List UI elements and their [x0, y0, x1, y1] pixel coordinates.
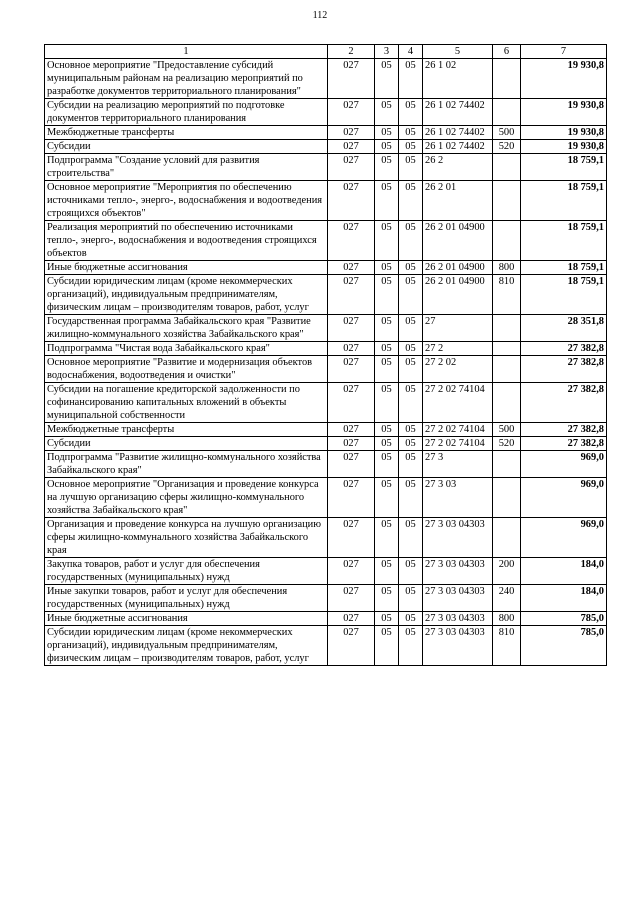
section-code: 05	[375, 585, 399, 612]
section-code: 05	[375, 383, 399, 423]
expense-type-code	[493, 478, 521, 518]
item-name: Государственная программа Забайкальского края "Развитие жилищно-коммунального хозяйства Забайкальского края"	[45, 315, 328, 342]
target-article-code: 26 1 02 74402	[423, 99, 493, 126]
section-code: 05	[375, 342, 399, 356]
ministry-code: 027	[328, 154, 375, 181]
page-number: 112	[312, 10, 328, 21]
subsection-code: 05	[399, 478, 423, 518]
section-code: 05	[375, 315, 399, 342]
item-name: Основное мероприятие "Предоставление субсидий муниципальным районам на реализацию мероприятий по разработке документов территориального планирования"	[45, 59, 328, 99]
item-name: Субсидии	[45, 140, 328, 154]
item-name: Иные бюджетные ассигнования	[45, 261, 328, 275]
item-name: Субсидии юридическим лицам (кроме некоммерческих организаций), индивидуальным предпринимателям, физическим лицам – производителям товаров, работ, услуг	[45, 626, 328, 666]
expense-type-code: 500	[493, 423, 521, 437]
subsection-code: 05	[399, 356, 423, 383]
item-name: Субсидии	[45, 437, 328, 451]
target-article-code: 26 2 01	[423, 181, 493, 221]
amount: 18 759,1	[521, 275, 607, 315]
target-article-code: 27 3 03 04303	[423, 558, 493, 585]
expense-type-code	[493, 342, 521, 356]
item-name: Иные закупки товаров, работ и услуг для обеспечения государственных (муниципальных) нужд	[45, 585, 328, 612]
ministry-code: 027	[328, 126, 375, 140]
subsection-code: 05	[399, 154, 423, 181]
ministry-code: 027	[328, 383, 375, 423]
section-code: 05	[375, 518, 399, 558]
target-article-code: 27 3 03 04303	[423, 612, 493, 626]
subsection-code: 05	[399, 126, 423, 140]
target-article-code: 27 2	[423, 342, 493, 356]
amount: 969,0	[521, 518, 607, 558]
amount: 28 351,8	[521, 315, 607, 342]
expense-type-code: 810	[493, 626, 521, 666]
subsection-code: 05	[399, 518, 423, 558]
ministry-code: 027	[328, 356, 375, 383]
target-article-code: 26 1 02	[423, 59, 493, 99]
item-name: Субсидии на реализацию мероприятий по подготовке документов территориального планирования	[45, 99, 328, 126]
item-name: Подпрограмма "Чистая вода Забайкальского края"	[45, 342, 328, 356]
ministry-code: 027	[328, 99, 375, 126]
amount: 27 382,8	[521, 356, 607, 383]
section-code: 05	[375, 181, 399, 221]
column-header: 4	[399, 45, 423, 59]
subsection-code: 05	[399, 261, 423, 275]
table-row	[45, 558, 607, 585]
target-article-code: 26 2 01 04900	[423, 261, 493, 275]
ministry-code: 027	[328, 261, 375, 275]
expense-type-code: 200	[493, 558, 521, 585]
item-name: Закупка товаров, работ и услуг для обеспечения государственных (муниципальных) нужд	[45, 558, 328, 585]
subsection-code: 05	[399, 99, 423, 126]
column-header: 6	[493, 45, 521, 59]
expense-type-code	[493, 383, 521, 423]
target-article-code: 27 2 02 74104	[423, 423, 493, 437]
table-row	[45, 383, 607, 423]
table-row	[45, 59, 607, 99]
target-article-code: 26 1 02 74402	[423, 126, 493, 140]
target-article-code: 27 2 02	[423, 356, 493, 383]
target-article-code: 27 3	[423, 451, 493, 478]
subsection-code: 05	[399, 423, 423, 437]
subsection-code: 05	[399, 558, 423, 585]
target-article-code: 26 2 01 04900	[423, 221, 493, 261]
target-article-code: 26 2	[423, 154, 493, 181]
table-row	[45, 437, 607, 451]
amount: 27 382,8	[521, 423, 607, 437]
column-header: 1	[45, 45, 328, 59]
section-code: 05	[375, 221, 399, 261]
target-article-code: 26 2 01 04900	[423, 275, 493, 315]
ministry-code: 027	[328, 518, 375, 558]
amount: 184,0	[521, 585, 607, 612]
expense-type-code	[493, 154, 521, 181]
section-code: 05	[375, 140, 399, 154]
item-name: Подпрограмма "Развитие жилищно-коммунального хозяйства Забайкальского края"	[45, 451, 328, 478]
table-row	[45, 126, 607, 140]
table-row	[45, 612, 607, 626]
target-article-code: 27 3 03 04303	[423, 585, 493, 612]
amount: 18 759,1	[521, 261, 607, 275]
target-article-code: 27 3 03	[423, 478, 493, 518]
section-code: 05	[375, 126, 399, 140]
expense-type-code	[493, 221, 521, 261]
amount: 19 930,8	[521, 59, 607, 99]
item-name: Межбюджетные трансферты	[45, 423, 328, 437]
subsection-code: 05	[399, 59, 423, 99]
amount: 27 382,8	[521, 342, 607, 356]
amount: 27 382,8	[521, 383, 607, 423]
expense-type-code	[493, 315, 521, 342]
item-name: Иные бюджетные ассигнования	[45, 612, 328, 626]
amount: 785,0	[521, 612, 607, 626]
section-code: 05	[375, 275, 399, 315]
section-code: 05	[375, 612, 399, 626]
ministry-code: 027	[328, 59, 375, 99]
ministry-code: 027	[328, 140, 375, 154]
ministry-code: 027	[328, 342, 375, 356]
subsection-code: 05	[399, 451, 423, 478]
expense-type-code	[493, 518, 521, 558]
section-code: 05	[375, 558, 399, 585]
table-row	[45, 342, 607, 356]
table-row	[45, 423, 607, 437]
subsection-code: 05	[399, 626, 423, 666]
section-code: 05	[375, 356, 399, 383]
section-code: 05	[375, 478, 399, 518]
expense-type-code	[493, 181, 521, 221]
column-header: 7	[521, 45, 607, 59]
subsection-code: 05	[399, 342, 423, 356]
amount: 969,0	[521, 451, 607, 478]
section-code: 05	[375, 99, 399, 126]
expense-type-code: 800	[493, 261, 521, 275]
table-row	[45, 181, 607, 221]
section-code: 05	[375, 261, 399, 275]
expense-type-code	[493, 99, 521, 126]
amount: 18 759,1	[521, 181, 607, 221]
section-code: 05	[375, 451, 399, 478]
subsection-code: 05	[399, 140, 423, 154]
table-row	[45, 356, 607, 383]
table-row	[45, 99, 607, 126]
ministry-code: 027	[328, 275, 375, 315]
subsection-code: 05	[399, 275, 423, 315]
amount: 785,0	[521, 626, 607, 666]
subsection-code: 05	[399, 383, 423, 423]
item-name: Подпрограмма "Создание условий для развития строительства"	[45, 154, 328, 181]
expense-type-code: 810	[493, 275, 521, 315]
target-article-code: 27 2 02 74104	[423, 437, 493, 451]
target-article-code: 26 1 02 74402	[423, 140, 493, 154]
subsection-code: 05	[399, 585, 423, 612]
section-code: 05	[375, 626, 399, 666]
item-name: Организация и проведение конкурса на лучшую организацию сферы жилищно-коммунального хозяйства Забайкальского края	[45, 518, 328, 558]
ministry-code: 027	[328, 315, 375, 342]
column-header: 3	[375, 45, 399, 59]
ministry-code: 027	[328, 451, 375, 478]
amount: 18 759,1	[521, 154, 607, 181]
ministry-code: 027	[328, 221, 375, 261]
amount: 19 930,8	[521, 99, 607, 126]
ministry-code: 027	[328, 612, 375, 626]
item-name: Основное мероприятие "Развитие и модернизация объектов водоснабжения, водоотведения и очистки"	[45, 356, 328, 383]
section-code: 05	[375, 59, 399, 99]
expense-type-code	[493, 356, 521, 383]
table-row	[45, 451, 607, 478]
subsection-code: 05	[399, 437, 423, 451]
section-code: 05	[375, 154, 399, 181]
item-name: Межбюджетные трансферты	[45, 126, 328, 140]
item-name: Реализация мероприятий по обеспечению источниками тепло-, энерго-, водоснабжения и водоотведения строящихся объектов	[45, 221, 328, 261]
expense-type-code	[493, 59, 521, 99]
table-row	[45, 518, 607, 558]
amount: 969,0	[521, 478, 607, 518]
table-row	[45, 261, 607, 275]
table-row	[45, 221, 607, 261]
subsection-code: 05	[399, 315, 423, 342]
amount: 18 759,1	[521, 221, 607, 261]
table-row	[45, 315, 607, 342]
target-article-code: 27 2 02 74104	[423, 383, 493, 423]
expense-type-code	[493, 451, 521, 478]
column-header: 5	[423, 45, 493, 59]
table-row	[45, 275, 607, 315]
target-article-code: 27 3 03 04303	[423, 518, 493, 558]
item-name: Субсидии юридическим лицам (кроме некоммерческих организаций), индивидуальным предпринимателям, физическим лицам – производителям товаров, работ, услуг	[45, 275, 328, 315]
item-name: Субсидии на погашение кредиторской задолженности по софинансированию капитальных вложений в объекты муниципальной собственности	[45, 383, 328, 423]
expense-type-code: 520	[493, 140, 521, 154]
column-header: 2	[328, 45, 375, 59]
ministry-code: 027	[328, 423, 375, 437]
expense-type-code: 500	[493, 126, 521, 140]
table-row	[45, 140, 607, 154]
subsection-code: 05	[399, 221, 423, 261]
expense-type-code: 800	[493, 612, 521, 626]
table-row	[45, 585, 607, 612]
ministry-code: 027	[328, 181, 375, 221]
amount: 19 930,8	[521, 126, 607, 140]
item-name: Основное мероприятие "Организация и проведение конкурса на лучшую организацию сферы жилищно-коммунального хозяйства Забайкальского края"	[45, 478, 328, 518]
amount: 19 930,8	[521, 140, 607, 154]
table-header-row	[45, 45, 607, 59]
table-row	[45, 154, 607, 181]
budget-table	[44, 44, 607, 666]
target-article-code: 27	[423, 315, 493, 342]
target-article-code: 27 3 03 04303	[423, 626, 493, 666]
ministry-code: 027	[328, 437, 375, 451]
expense-type-code: 240	[493, 585, 521, 612]
item-name: Основное мероприятие "Мероприятия по обеспечению источниками тепло-, энерго-, водоснабжения и водоотведения строящихся объектов"	[45, 181, 328, 221]
section-code: 05	[375, 437, 399, 451]
ministry-code: 027	[328, 626, 375, 666]
amount: 27 382,8	[521, 437, 607, 451]
ministry-code: 027	[328, 585, 375, 612]
ministry-code: 027	[328, 478, 375, 518]
table-row	[45, 626, 607, 666]
subsection-code: 05	[399, 181, 423, 221]
subsection-code: 05	[399, 612, 423, 626]
table-row	[45, 478, 607, 518]
expense-type-code: 520	[493, 437, 521, 451]
section-code: 05	[375, 423, 399, 437]
ministry-code: 027	[328, 558, 375, 585]
amount: 184,0	[521, 558, 607, 585]
